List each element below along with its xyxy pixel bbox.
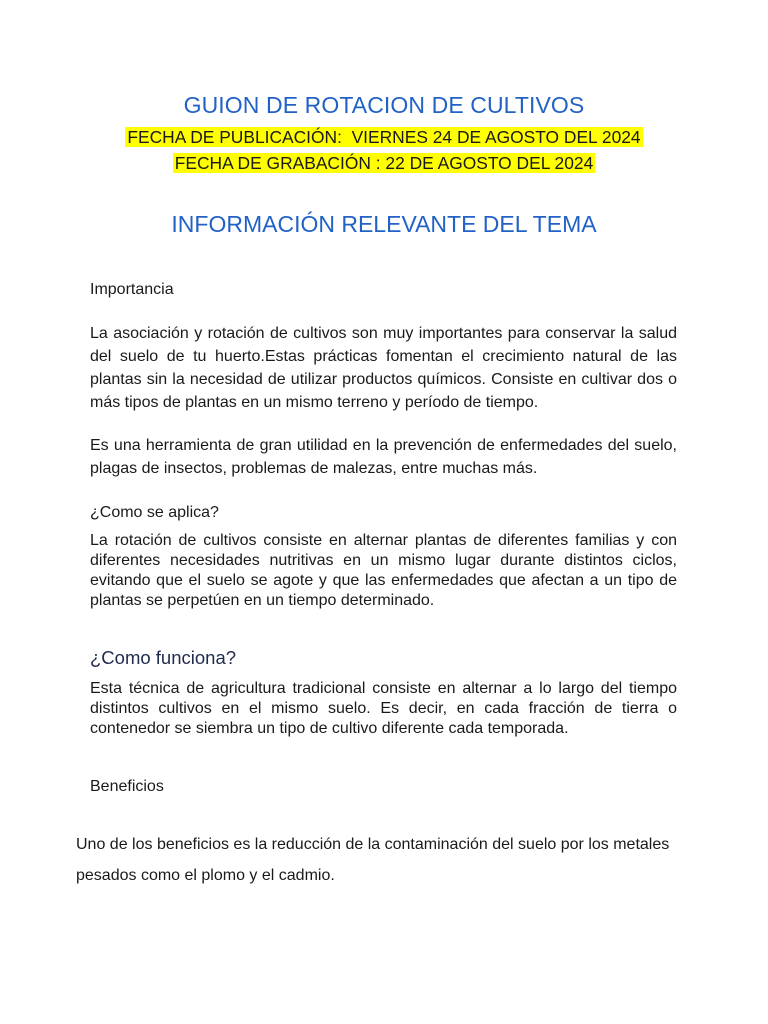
publication-date-text: FECHA DE PUBLICACIÓN: VIERNES 24 DE AGOSTO DEL 2024 [127,127,641,147]
recording-date-line [0,151,768,175]
funciona-heading: ¿Como funciona? [90,647,237,668]
beneficios-paragraph: Uno de los beneficios es la reducción de la contaminación del suelo por los metales pesados como el plomo y el cadmio. [76,836,670,884]
importancia-paragraph-2: Es una herramienta de gran utilidad en la prevención de enfermedades del suelo, plagas de insectos, problemas de malezas, entre muchas más. [90,437,677,477]
publication-date-line [0,125,768,149]
funciona-paragraph: Esta técnica de agricultura tradicional consiste en alternar a lo largo del tiempo distintos cultivos en el mismo suelo. Es decir, en cada fracción de tierra o contenedor se siembra un tipo de cultivo diferente cada temporada. [90,680,677,737]
aplica-paragraph: La rotación de cultivos consiste en alternar plantas de diferentes familias y con diferentes necesidades nutritivas en un mismo lugar durante distintos ciclos, evitando que el suelo se agote y que las enfermedades que afectan a un tipo de plantas se perpetúen en un tiempo determinado. [90,532,677,609]
section-title: INFORMACIÓN RELEVANTE DEL TEMA [171,211,597,237]
document-title: GUION DE ROTACION DE CULTIVOS [183,92,585,118]
recording-date-text: FECHA DE GRABACIÓN : 22 DE AGOSTO DEL 2024 [174,153,594,173]
beneficios-label: Beneficios [90,778,164,795]
importancia-paragraph-1: La asociación y rotación de cultivos son muy importantes para conservar la salud del suelo de tu huerto.Estas prácticas fomentan el crecimiento natural de las plantas sin la necesidad de utilizar productos químicos. Consiste en cultivar dos o más tipos de plantas en un mismo terreno y período de tiempo. [90,325,677,411]
importancia-label: Importancia [90,281,174,298]
aplica-label: ¿Como se aplica? [90,504,219,521]
